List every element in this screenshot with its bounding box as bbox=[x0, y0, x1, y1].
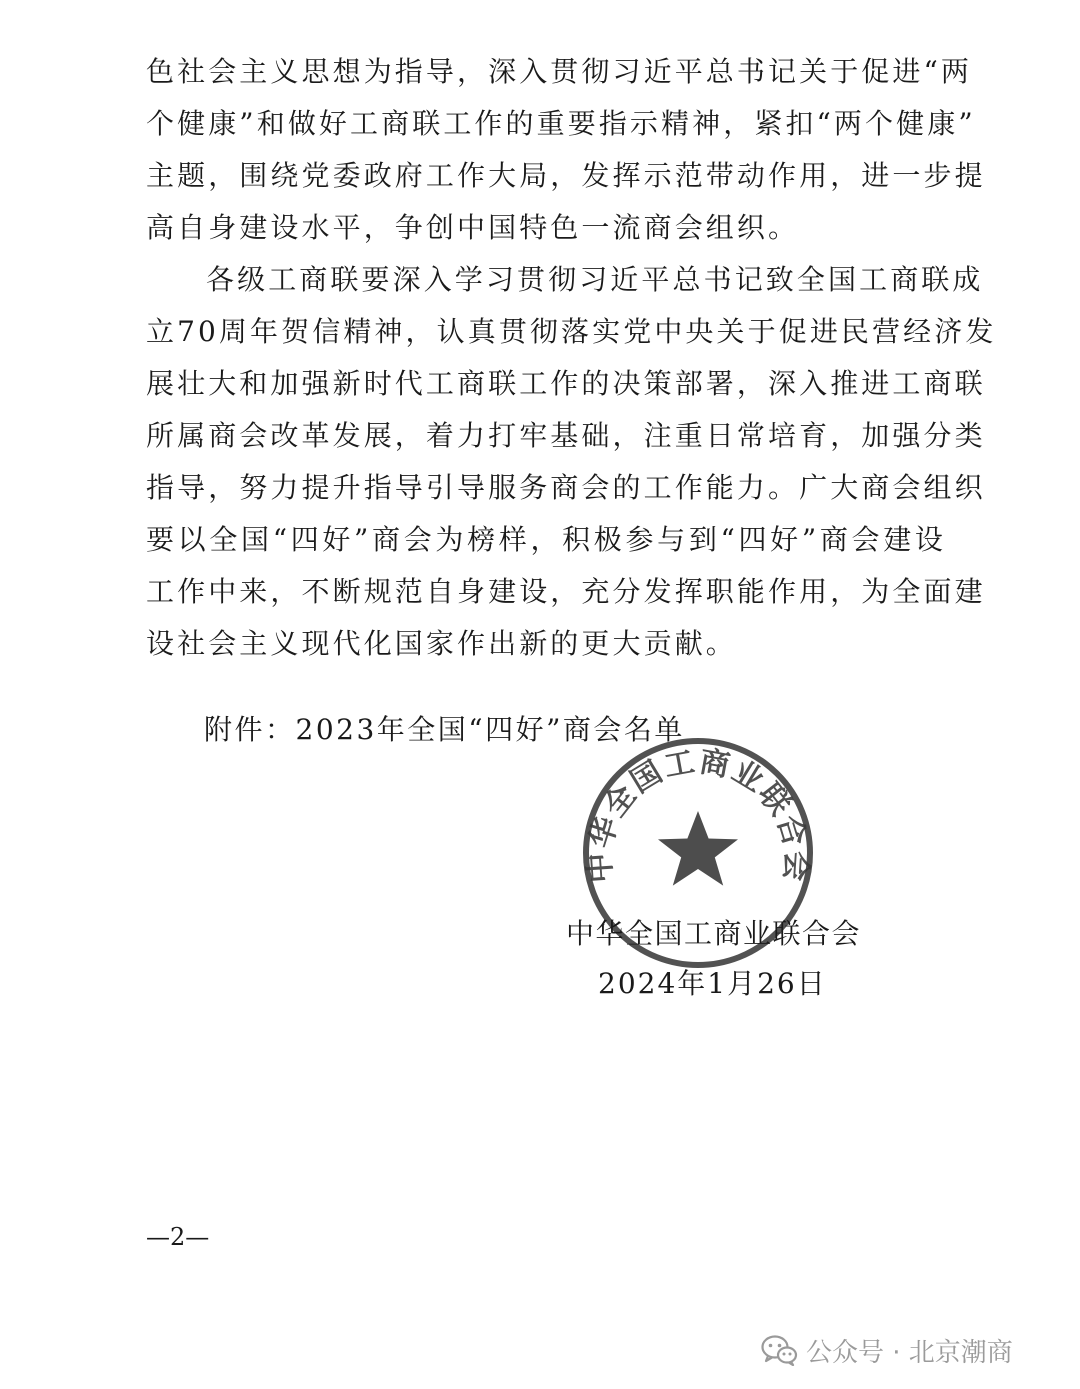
body-line-9: 指导，努力提升指导引导服务商会的工作能力。广大商会组织 bbox=[146, 471, 986, 504]
body-line-12: 设社会主义现代化国家作出新的更大贡献。 bbox=[146, 627, 737, 660]
watermark-text: 公众号 · 北京潮商 bbox=[806, 1337, 1013, 1368]
body-line-8: 所属商会改革发展，着力打牢基础，注重日常培育，加强分类 bbox=[146, 419, 986, 452]
wechat-icon bbox=[760, 1334, 798, 1366]
signature-organization: 中华全国工商业联合会 bbox=[566, 917, 862, 950]
body-line-1: 色社会主义思想为指导，深入贯彻习近平总书记关于促进“两 bbox=[146, 55, 973, 88]
seal-text: 中华全国工商业联合会 bbox=[582, 744, 814, 884]
body-line-3: 主题，围绕党委政府工作大局，发挥示范带动作用，进一步提 bbox=[146, 159, 986, 192]
body-line-6: 立70周年贺信精神，认真贯彻落实党中央关于促进民营经济发 bbox=[146, 315, 997, 348]
signature-date: 2024年1月26日 bbox=[598, 967, 827, 1000]
body-line-10: 要以全国“四好”商会为榜样，积极参与到“四好”商会建设 bbox=[146, 523, 946, 556]
body-line-7: 展壮大和加强新时代工商联工作的决策部署，深入推进工商联 bbox=[146, 367, 986, 400]
body-line-11: 工作中来，不断规范自身建设，充分发挥职能作用，为全面建 bbox=[146, 575, 986, 608]
body-line-2: 个健康”和做好工商联工作的重要指示精神，紧扣“两个健康” bbox=[146, 107, 976, 140]
body-line-4: 高自身建设水平，争创中国特色一流商会组织。 bbox=[146, 211, 800, 244]
watermark bbox=[760, 1330, 1013, 1370]
seal-star-icon bbox=[658, 811, 738, 886]
body-line-5: 各级工商联要深入学习贯彻习近平总书记致全国工商联成 bbox=[206, 263, 984, 296]
attachment-note: 附件：2023年全国“四好”商会名单 bbox=[204, 713, 685, 746]
page-number: —2— bbox=[146, 1223, 210, 1251]
